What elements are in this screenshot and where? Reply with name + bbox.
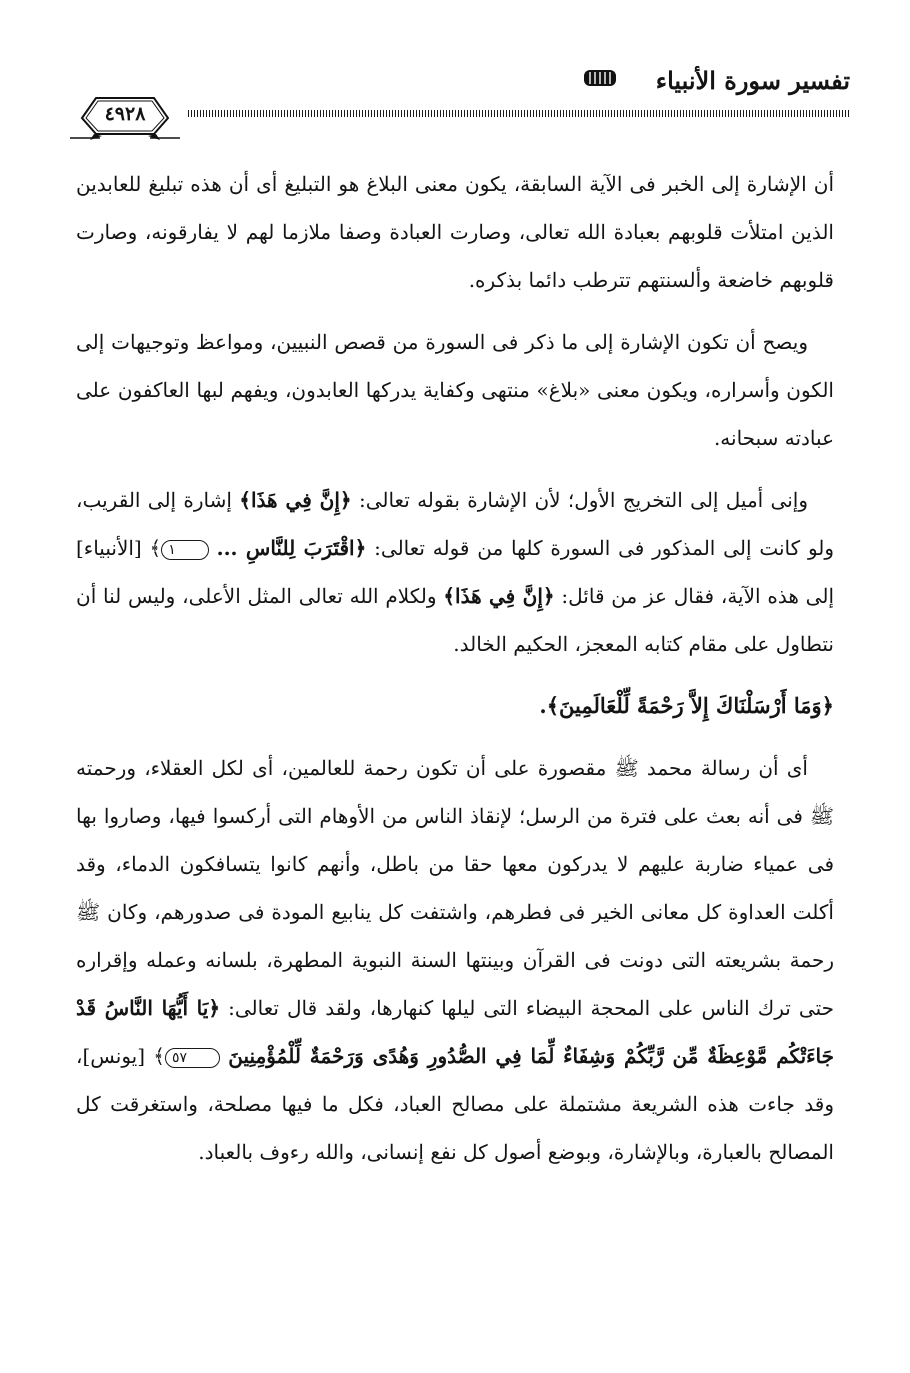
paragraph-3-text-d: ولكلام الله تعالى المثل الأعلى، وليس لنا أن نتطاول على مقام كتابه المعجز، الحكيم الخالد.: [76, 584, 834, 656]
page-header: [70, 58, 850, 148]
page-number-frame: [70, 94, 180, 142]
quran-quote: ﴿اقْتَرَبَ لِلنَّاسِ ...: [216, 536, 367, 560]
verse-heading: ﴿وَمَا أَرْسَلْنَاكَ إِلاَّ رَحْمَةً لِّلْعَالَمِينَ﴾.: [539, 693, 834, 718]
quran-quote: ﴿إِنَّ فِي هَذَا﴾: [239, 488, 352, 512]
book-ornament-icon: [582, 66, 618, 90]
paragraph-3-text-c: ﴾ [الأنبياء] إلى هذه الآية، فقال عز من قائل:: [76, 536, 835, 608]
ayah-number-badge: ١: [161, 540, 209, 560]
paragraph-3-text-a: وإنى أميل إلى التخريج الأول؛ لأن الإشارة بقوله تعالى:: [351, 488, 808, 512]
ayah-number-badge: ٥٧: [165, 1048, 220, 1068]
paragraph-4-text-b: ﴾ [يونس]، وقد جاءت هذه الشريعة مشتملة على مصالح العباد، فكل ما فيها مصلحة، واستغرقت كل المصالح بالعبارة، وبالإشارة، وبوضع أصول كل نفع إنسانى، والله رءوف بالعباد.: [76, 1044, 834, 1164]
quran-quote: ﴿يَا أَيُّهَا النَّاسُ قَدْ جَاءَتْكُم مَّوْعِظَةٌ مِّن رَّبِّكُمْ وَشِفَاءٌ لِّمَا فِي الصُّدُورِ وَهُدًى وَرَحْمَةٌ لِّلْمُؤْمِنِينَ: [76, 996, 834, 1068]
header-rule: [188, 110, 850, 117]
paragraph-4: [76, 744, 834, 1176]
page-number: ٤٩٢٨: [104, 103, 146, 125]
running-title: تفسير سورة الأنبياء: [655, 66, 850, 95]
paragraph-2: ويصح أن تكون الإشارة إلى ما ذكر فى السورة من قصص النبيين، ومواعظ وتوجيهات إلى الكون وأسراره، ويكون معنى «بلاغ» منتهى وكفاية يدركها العابدون، ويفهم لبها العاكفون على عبادته سبحانه.: [76, 330, 834, 450]
page-body: [76, 160, 834, 1190]
paragraph-3-text-b: إشارة إلى القريب، ولو كانت إلى المذكور فى السورة كلها من قوله تعالى:: [76, 488, 835, 560]
paragraph-4-text-a: أى أن رسالة محمد ﷺ مقصورة على أن تكون رحمة للعالمين، أى لكل العقلاء، ورحمته ﷺ فى أنه بعث على فترة من الرسل؛ لإنقاذ الناس من الأوهام التى أركسوا فيها، وصاروا بها فى عمياء ضاربة عليهم لا يدركون معها حقا من باطل، وأنهم كانوا يتسافكون الدماء، وقد أكلت العداوة كل معانى الخير فى فطرهم، واشتفت كل ينابيع المودة فى صدورهم، وكان ﷺ رحمة بشريعته التى دونت فى القرآن وبينتها السنة النبوية المطهرة، بلسانه وعمله وإقراره حتى ترك الناس على المحجة البيضاء التى ليلها كنهارها، ولقد قال تعالى:: [76, 756, 834, 1020]
quran-quote: ﴿إِنَّ فِي هَذَا﴾: [443, 584, 555, 608]
paragraph-1: أن الإشارة إلى الخبر فى الآية السابقة، يكون معنى البلاغ هو التبليغ أى أن هذه تبليغ للعابدين الذين امتلأت قلوبهم بعبادة الله تعالى، وصارت العبادة وصفا ملازما لهم لا يفارقونه، وصارت قلوبهم خاضعة وألسنتهم تترطب دائما بذكره.: [76, 172, 834, 292]
paragraph-3: [76, 476, 834, 668]
